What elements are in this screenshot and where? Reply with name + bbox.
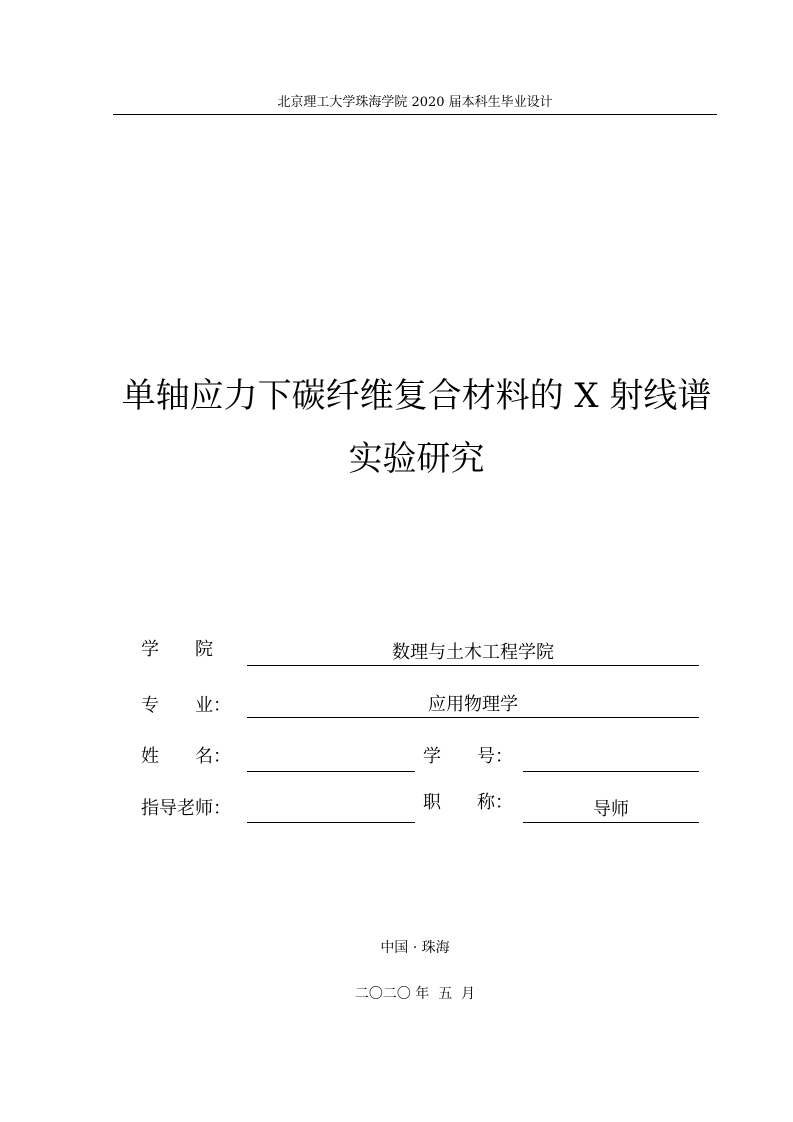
- professional-title-field: [523, 798, 699, 823]
- title-line-2: 实验研究: [348, 439, 485, 479]
- advisor-field: [247, 798, 415, 823]
- student-id-field: [523, 747, 699, 772]
- professional-title-value: 导师: [593, 799, 629, 820]
- college-value: 数理与土木工程学院: [392, 642, 554, 663]
- header-text: 北京理工大学珠海学院 2020 届本科生毕业设计: [277, 95, 553, 110]
- major-value: 应用物理学: [428, 694, 518, 715]
- student-id-label: 学 号：: [423, 746, 513, 767]
- name-field: [247, 747, 415, 772]
- major-field: [247, 693, 699, 718]
- title-line-1: 单轴应力下碳纤维复合材料的 X 射线谱: [121, 376, 712, 416]
- college-label: 学 院: [141, 639, 213, 660]
- major-label: 专 业：: [141, 695, 231, 716]
- name-label: 姓 名：: [141, 746, 231, 767]
- professional-title-label: 职 称：: [423, 792, 513, 813]
- advisor-label: 指导老师：: [141, 798, 231, 819]
- place-text: 中国 · 珠海: [380, 940, 450, 956]
- college-field: [247, 641, 699, 666]
- date-text: 二〇二〇 年 五 月: [354, 986, 476, 1002]
- header-rule: [113, 114, 717, 115]
